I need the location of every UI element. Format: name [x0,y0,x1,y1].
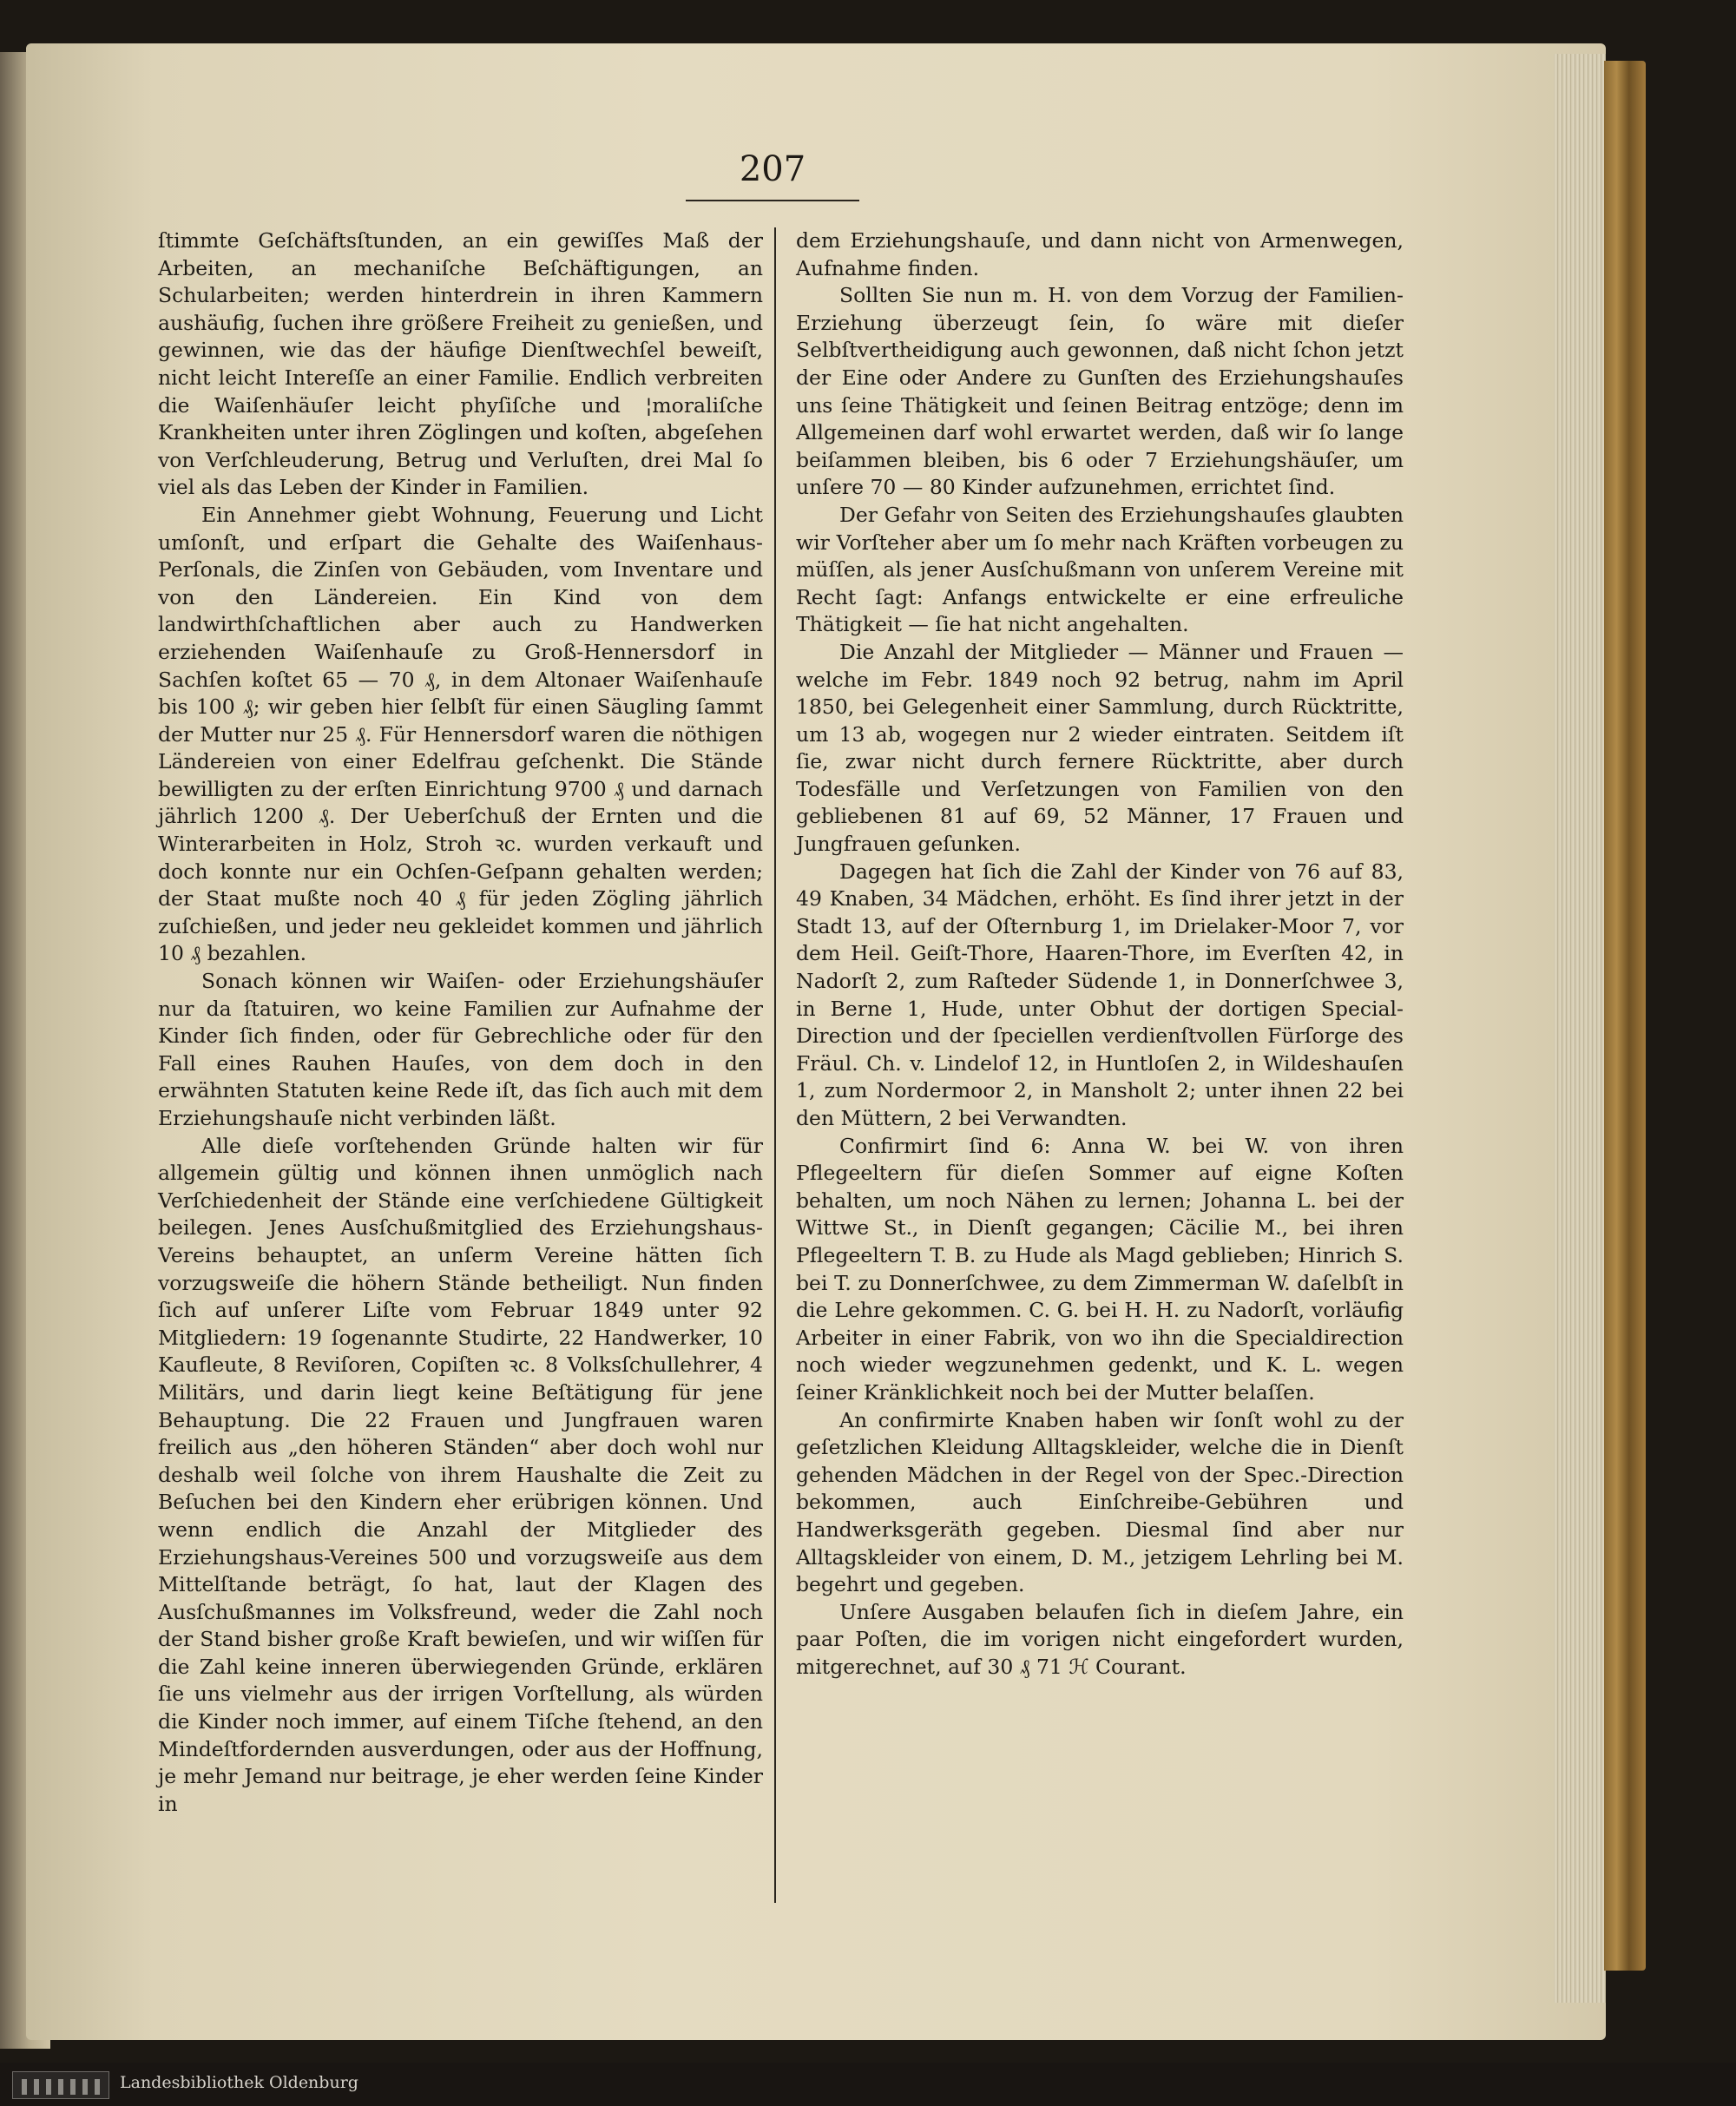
paragraph: dem Erziehungshauſe, und dann nicht von Armenwegen, Aufnahme finden. [796,228,1404,280]
page-number-rule [686,200,859,201]
paragraph: Die Anzahl der Mitglieder — Männer und Frauen — welche im Febr. 1849 noch 92 betrug, nahm im April 1850, bei Gelegenheit einer Sammlung, durch Rücktritte, um 13 ab, wogegen nur 2 wieder eintraten. Seitdem iſt ſie, zwar nicht durch fernere Rücktritte, aber durch Todesfälle und Verſetzungen von Familien von den gebliebenen 81 auf 69, 52 Männer, 17 Frauen und Jungfrauen geſunken. [796,639,1404,857]
paragraph: Unſere Ausgaben belaufen ſich in dieſem Jahre, ein paar Poſten, die im vorigen nicht eingefordert wurden, mitgerechnet, auf 30 ₰ 71 ℋ Courant. [796,1599,1404,1679]
left-text-column [158,227,763,1818]
paragraph: Alle dieſe vorſtehenden Gründe halten wir für allgemein gültig und können ihnen unmöglich nach Verſchiedenheit der Stände eine verſchiedene Gültigkeit beilegen. Jenes Ausſchußmitglied des Erziehungshaus-Vereins behauptet, an unſerm Vereine hätten ſich vorzugsweiſe die höhern Stände betheiligt. Nun finden ſich auf unſerer Liſte vom Februar 1849 unter 92 Mitgliedern: 19 ſogenannte Studirte, 22 Handwerker, 10 Kaufleute, 8 Reviſoren, Copiſten ꝛc. 8 Volksſchullehrer, 4 Militärs, und darin liegt keine Beſtätigung für jene Behauptung. Die 22 Frauen und Jungfrauen waren freilich aus „den höheren Ständen“ aber doch wohl nur deshalb weil ſolche von ihrem Haushalte die Zeit zu Beſuchen bei den Kindern eher erübrigen können. Und wenn endlich die Anzahl der Mitglieder des Erziehungshaus-Vereines 500 und vorzugsweiſe aus dem Mittelſtande beträgt, ſo hat, laut der Klagen des Ausſchußmannes im Volksfreund, weder die Zahl noch der Stand bisher große Kraft bewieſen, und wir wiſſen für die Zahl keine inneren überwiegenden Gründe, erklären ſie uns vielmehr aus der irrigen Vorſtellung, als würden die Kinder noch immer, auf einem Tiſche ſtehend, an den Mindeſtfordernden ausverdungen, oder aus der Hoffnung, je mehr Jemand nur beitrage, je eher werden ſeine Kinder in [158,1133,763,1816]
paragraph: Der Gefahr von Seiten des Erziehungshauſes glaubten wir Vorſteher aber um ſo mehr nach Kräften vorbeugen zu müſſen, als jener Ausſchußmann von unſerem Vereine mit Recht ſagt: Anfangs entwickelte er eine erfreuliche Thätigkeit — ſie hat nicht angehalten. [796,502,1404,637]
page-stack-edge [1554,54,1606,2003]
paragraph: ſtimmte Geſchäftsſtunden, an ein gewiſſes Maß der Arbeiten, an mechaniſche Beſchäftigungen, an Schularbeiten; werden hinterdrein in ihren Kammern aushäufig, ſuchen ihre größere Freiheit zu genießen, und gewinnen, wie das der häufige Dienſtwechſel beweiſt, nicht leicht Intereſſe an einer Familie. Endlich verbreiten die Waiſenhäuſer leicht phyſiſche und ¦moraliſche Krankheiten unter ihren Zöglingen und koſten, abgeſehen von Verſchleuderung, Betrug und Verluſten, drei Mal ſo viel als das Leben der Kinder in Familien. [158,228,763,500]
footer-label: Landesbibliothek Oldenburg [120,2073,358,2092]
paragraph: Ein Annehmer giebt Wohnung, Feuerung und Licht umſonſt, und erſpart die Gehalte des Waiſenhaus-Perſonals, die Zinſen von Gebäuden, vom Inventare und von den Ländereien. Ein Kind von dem landwirthſchaftlichen aber auch zu Handwerken erziehenden Waiſenhauſe zu Groß-Hennersdorf in Sachſen koſtet 65 — 70 ₰, in dem Altonaer Waiſenhauſe bis 100 ₰; wir geben hier ſelbſt für einen Säugling ſammt der Mutter nur 25 ₰. Für Hennersdorf waren die nöthigen Ländereien von einer Edelfrau geſchenkt. Die Stände bewilligten zu der erſten Einrichtung 9700 ₰ und darnach jährlich 1200 ₰. Der Ueberſchuß der Ernten und die Winterarbeiten in Holz, Stroh ꝛc. wurden verkauft und doch konnte nur ein Ochſen-Geſpann gehalten werden; der Staat mußte noch 40 ₰ für jeden Zögling jährlich zuſchießen, und jeder neu gekleidet kommen und jährlich 10 ₰ bezahlen. [158,502,763,966]
library-logo-icon [12,2071,109,2099]
paragraph: Sonach können wir Waiſen- oder Erziehungshäuſer nur da ſtatuiren, wo keine Familien zur Aufnahme der Kinder ſich finden, oder für Gebrechliche oder für den Fall eines Rauhen Hauſes, von dem doch in den erwähnten Statuten keine Rede iſt, das ſich auch mit dem Erziehungshauſe nicht verbinden läßt. [158,969,763,1130]
paragraph: Confirmirt ſind 6: Anna W. bei W. von ihren Pflegeeltern für dieſen Sommer auf eigne Koſten behalten, um noch Nähen zu lernen; Johanna L. bei der Wittwe St., in Dienſt gegangen; Cäcilie M., bei ihren Pflegeeltern T. B. zu Hude als Magd geblieben; Hinrich S. bei T. zu Donnerſchwee, zu dem Zimmerman W. daſelbſt in die Lehre gekommen. C. G. bei H. H. zu Nadorſt, vorläufig Arbeiter in einer Fabrik, von wo ihn die Specialdirection noch wieder wegzunehmen gedenkt, und K. L. wegen ſeiner Kränklichkeit noch bei der Mutter belaſſen. [796,1133,1404,1405]
paragraph: Sollten Sie nun m. H. von dem Vorzug der Familien-Erziehung überzeugt ſein, ſo wäre mit dieſer Selbſtvertheidigung auch gewonnen, daß nicht ſchon jetzt der Eine oder Andere zu Gunſten des Erziehungshauſes uns ſeine Thätigkeit und ſeinen Beitrag entzöge; denn im Allgemeinen darf wohl erwartet werden, daß wir ſo lange beiſammen bleiben, bis 6 oder 7 Erziehungshäuſer, um unſere 70 — 80 Kinder aufzunehmen, errichtet ſind. [796,283,1404,500]
page-number: 207 [739,149,806,189]
paragraph: An confirmirte Knaben haben wir ſonſt wohl zu der geſetzlichen Kleidung Alltagskleider, welche die in Dienſt gehenden Mädchen in der Regel von der Spec.-Direction bekommen, auch Einſchreibe-Gebühren und Handwerksgeräth gegeben. Diesmal ſind aber nur Alltagskleider von einem, D. M., jetzigem Lehrling bei M. begehrt und gegeben. [796,1407,1404,1597]
right-text-column [796,227,1404,1681]
column-divider [774,227,776,1903]
paragraph: Dagegen hat ſich die Zahl der Kinder von 76 auf 83, 49 Knaben, 34 Mädchen, erhöht. Es ſind ihrer jetzt in der Stadt 13, auf der Oſternburg 1, im Drielaker-Moor 7, vor dem Heil. Geiſt-Thore, Haaren-Thore, im Everſten 42, in Nadorſt 2, zum Raſteder Südende 1, in Donnerſchwee 3, in Berne 1, Hude, unter Obhut der dortigen Special-Direction und der ſpeciellen verdienſtvollen Fürſorge des Fräul. Ch. v. Lindelof 12, in Huntloſen 2, in Wildeshauſen 1, zum Nordermoor 2, in Mansholt 2; unter ihnen 22 bei den Müttern, 2 bei Verwandten. [796,859,1404,1130]
book-cover-edge [1604,61,1646,1971]
